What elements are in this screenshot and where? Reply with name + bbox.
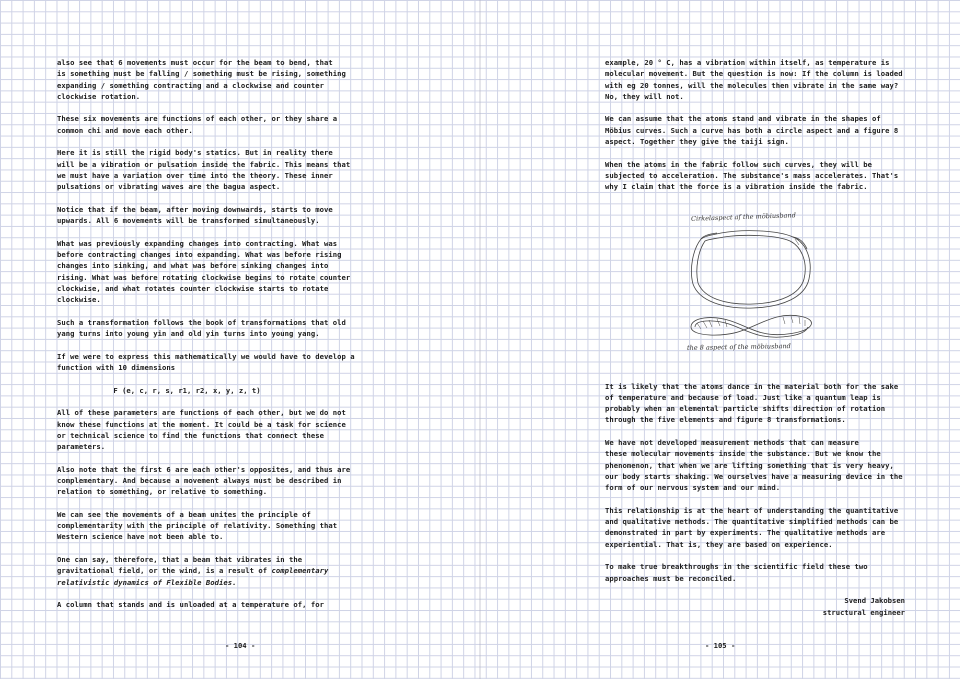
emphasis-text: complementary relativistic dynamics of Flexible Bodies. xyxy=(57,566,329,587)
paragraph: It is likely that the atoms dance in the material both for the sake of temperature and because of load. Just like a quantum leap is probably when an elemental particle shifts direction of rotation through the five elements and figure 8 transformations. xyxy=(605,381,899,425)
paragraph: What was previously expanding changes into contracting. What was before contracting changes into expanding. What was before rising changes into sinking, and what was before sinking changes into rising. What was before rotating clockwise begins to rotate counter clockwise, and what rotates counter clockwise starts to rotate clockwise. xyxy=(57,238,351,305)
figure-caption-top: Cirkelaspect af the möbiusband xyxy=(690,210,796,223)
author-name: Svend Jakobsen xyxy=(844,596,905,606)
paragraph: These six movements are functions of each other, or they share a common chi and move each other. xyxy=(57,114,338,135)
paragraph: Notice that if the beam, after moving downwards, starts to move upwards. All 6 movements will be transformed simultaneously. xyxy=(57,204,333,226)
paragraph: A column that stands and is unloaded at a temperature of, for xyxy=(57,600,325,610)
paragraph: We can see the movements of a beam unites the principle of complementarity with the principle of relativity. Something that Western science have not been able to. xyxy=(57,509,338,542)
paragraph: Such a transformation follows the book of transformations that old yang turns into young yin and old yin turns into young yang. xyxy=(57,317,346,339)
figure-eight-aspect-drawing xyxy=(691,315,811,337)
mobius-drawing xyxy=(683,209,823,359)
page-gutter xyxy=(479,0,481,679)
paragraph: When the atoms in the fabric follow such curves, they will be subjected to acceleration. The substance's mass accelerates. That's why I claim that the force is a vibration inside the fabric. xyxy=(605,159,899,192)
paragraph: Also note that the first 6 are each other's opposites, and thus are complementary. And because a movement always must be described in relation to something, or relative to something. xyxy=(57,464,351,497)
paragraph: example, 20 ° C, has a vibration within itself, as temperature is molecular movement. But the question is now: If the column is loaded with eg 20 tonnes, will the molecules then vibrate in the same way? No, they will not. xyxy=(605,58,903,101)
paragraph: Here it is still the rigid body's statics. But in reality there will be a vibration or pulsation inside the fabric. This means that we must have a variation over time into the theory. These inner pulsations or vibrating waves are the bagua aspect. xyxy=(57,148,351,192)
author-signature xyxy=(605,595,905,618)
right-page xyxy=(605,57,905,618)
paragraph: We can assume that the atoms stand and vibrate in the shapes of Möbius curves. Such a curve has both a circle aspect and a figure 8 aspect. Together they give the taiji sign. xyxy=(605,114,899,147)
paragraph: This relationship is at the heart of understanding the quantitative and qualitative methods. The quantitative simplified methods can be demonstrated in part by experiments. The qualitative methods are experiential. That is, they are based on experience. xyxy=(605,505,899,549)
page-number-right: - 105 - xyxy=(705,641,736,650)
paragraph-with-emphasis xyxy=(57,554,357,588)
paragraph-text: One can say, therefore, that a beam that vibrates in the gravitational field, or the wind, is a result of xyxy=(57,555,303,576)
paragraph: If we were to express this mathematically we would have to develop a function with 10 dimensions xyxy=(57,351,355,373)
formula: F (e, c, r, s, r1, r2, x, y, z, t) xyxy=(113,385,261,395)
mobius-band-sketch xyxy=(605,209,905,359)
paragraph: To make true breakthroughs in the scientific field these two approaches must be reconciled. xyxy=(605,562,868,583)
author-title: structural engineer xyxy=(822,607,905,617)
paragraph: We have not developed measurement methods that can measure these molecular movements inside the substance. But we know the phenomenon, that when we are lifting something that is very heavy, our body starts shaking. We ourselves have a measuring device in the form of our nervous system and our mind. xyxy=(605,438,903,493)
left-page xyxy=(57,57,357,622)
paragraph: All of these parameters are functions of each other, but we do not know these functions at the moment. It could be a task for science or technical science to find the functions that connect these parameters. xyxy=(57,408,346,452)
figure-caption-bottom: the 8 aspect of the möbiusband xyxy=(686,341,791,352)
page-number-left: - 104 - xyxy=(225,641,256,650)
paragraph: also see that 6 movements must occur for the beam to bend, that is something must be falling / something must be rising, something expanding / something contracting and a clockwise and counter clockwise rotation. xyxy=(57,58,346,101)
circle-aspect-drawing xyxy=(691,230,810,307)
